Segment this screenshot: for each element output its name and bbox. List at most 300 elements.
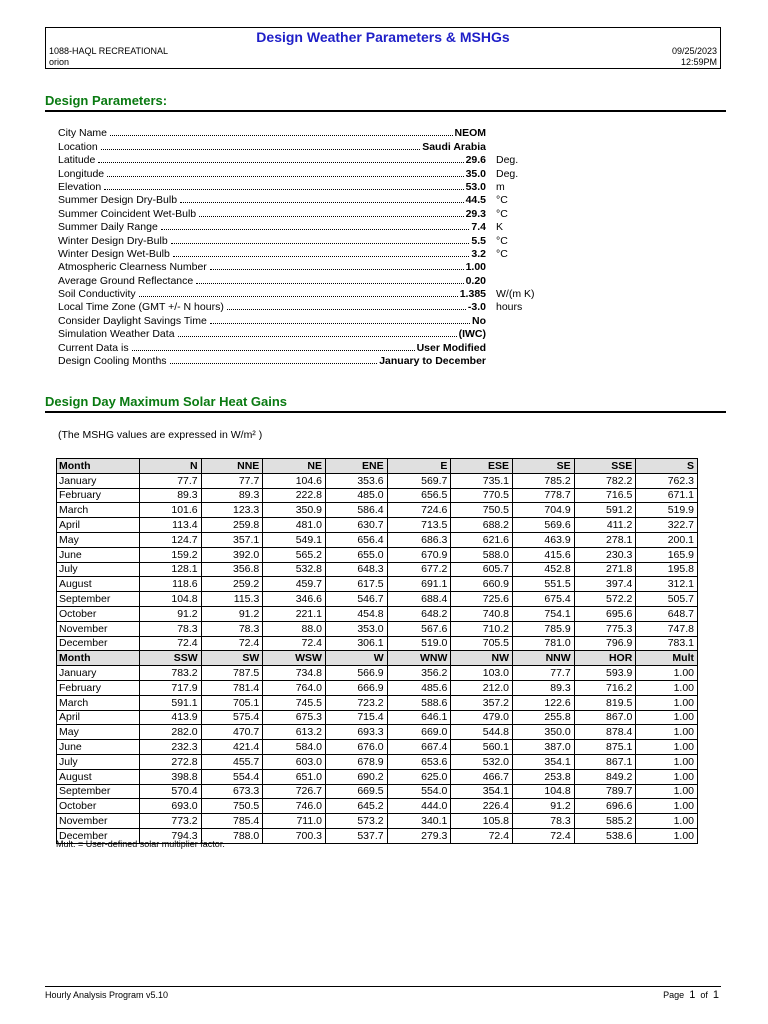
table-row [57,518,698,533]
value-cell: 723.2 [325,695,387,710]
value-cell: 77.7 [201,473,263,488]
dot-leader [196,283,463,284]
value-cell: 764.0 [263,680,326,695]
value-cell: 630.7 [325,518,387,533]
value-cell: 666.9 [325,680,387,695]
value-cell: 656.5 [387,488,451,503]
parameter-label: Atmospheric Clearness Number [58,261,207,274]
value-cell: 645.2 [325,799,387,814]
table-row [57,621,698,636]
value-cell: 551.5 [513,577,575,592]
value-cell: 591.2 [574,503,636,518]
month-cell: April [57,518,140,533]
value-cell: 532.0 [451,754,513,769]
value-cell: 485.6 [387,680,451,695]
value-cell: 72.4 [451,828,513,843]
parameter-label: Summer Coincident Wet-Bulb [58,207,197,220]
parameter-row [58,273,538,286]
value-cell: 1.00 [636,754,698,769]
parameter-unit: K [496,221,504,234]
value-cell: 340.1 [387,814,451,829]
value-cell: 787.5 [201,666,263,681]
value-cell: 700.3 [263,828,326,843]
month-cell: December [57,828,140,843]
value-cell: 353.0 [325,621,387,636]
parameter-row [58,287,538,300]
of-label: of [700,990,708,1000]
value-cell: 754.1 [513,606,575,621]
value-cell: 415.6 [513,547,575,562]
parameter-row [58,193,538,206]
column-header: Month [57,459,140,474]
value-cell: 222.8 [263,488,326,503]
value-cell: 282.0 [140,725,202,740]
parameter-label: Elevation [58,180,102,193]
dot-leader [161,229,470,230]
value-cell: 688.2 [451,518,513,533]
parameter-value: January to December [379,355,486,368]
value-cell: 271.8 [574,562,636,577]
table-row [57,784,698,799]
value-cell: 278.1 [574,532,636,547]
table-row [57,799,698,814]
mshg-table [56,458,698,844]
value-cell: 660.9 [451,577,513,592]
value-cell: 554.4 [201,769,263,784]
parameter-label: Summer Daily Range [58,221,158,234]
column-header: SE [513,459,575,474]
value-cell: 565.2 [263,547,326,562]
table-row [57,592,698,607]
value-cell: 1.00 [636,725,698,740]
value-cell: 519.0 [387,636,451,651]
value-cell: 253.8 [513,769,575,784]
column-header: W [325,651,387,666]
month-cell: September [57,592,140,607]
column-header: ENE [325,459,387,474]
value-cell: 89.3 [140,488,202,503]
table-row [57,725,698,740]
parameter-row [58,233,538,246]
value-cell: 867.1 [574,754,636,769]
value-cell: 444.0 [387,799,451,814]
parameter-row [58,180,538,193]
month-cell: February [57,488,140,503]
value-cell: 783.1 [636,636,698,651]
value-cell: 128.1 [140,562,202,577]
month-cell: July [57,754,140,769]
value-cell: 354.1 [513,754,575,769]
value-cell: 123.3 [201,503,263,518]
month-cell: August [57,769,140,784]
parameter-label: Summer Design Dry-Bulb [58,194,178,207]
table-row [57,473,698,488]
dot-leader [132,350,415,351]
parameter-unit: Deg. [496,167,519,180]
value-cell: 775.3 [574,621,636,636]
value-cell: 717.9 [140,680,202,695]
parameter-value: 44.5 [465,194,486,207]
parameter-value: 1.385 [459,288,486,301]
value-cell: 519.9 [636,503,698,518]
parameter-label: Soil Conductivity [58,288,136,301]
value-cell: 849.2 [574,769,636,784]
value-cell: 452.8 [513,562,575,577]
value-cell: 676.0 [325,740,387,755]
value-cell: 675.3 [263,710,326,725]
value-cell: 77.7 [140,473,202,488]
value-cell: 356.8 [201,562,263,577]
month-cell: September [57,784,140,799]
parameter-unit: Deg. [496,154,519,167]
value-cell: 648.7 [636,606,698,621]
dot-leader [180,202,464,203]
value-cell: 575.4 [201,710,263,725]
value-cell: 1.00 [636,769,698,784]
parameter-value: -3.0 [467,301,486,314]
column-header: SW [201,651,263,666]
column-header: E [387,459,451,474]
dot-leader [199,216,463,217]
value-cell: 875.1 [574,740,636,755]
value-cell: 549.1 [263,532,326,547]
value-cell: 421.4 [201,740,263,755]
value-cell: 569.6 [513,518,575,533]
value-cell: 455.7 [201,754,263,769]
value-cell: 655.0 [325,547,387,562]
value-cell: 387.0 [513,740,575,755]
value-cell: 773.2 [140,814,202,829]
value-cell: 770.5 [451,488,513,503]
value-cell: 1.00 [636,784,698,799]
value-cell: 91.2 [201,606,263,621]
value-cell: 105.8 [451,814,513,829]
value-cell: 867.0 [574,710,636,725]
value-cell: 603.0 [263,754,326,769]
value-cell: 454.8 [325,606,387,621]
parameter-label: Winter Design Wet-Bulb [58,247,170,260]
parameter-row [58,354,538,367]
parameter-unit: °C [496,207,508,220]
value-cell: 588.6 [387,695,451,710]
report-header [45,27,721,69]
parameter-unit: hours [496,301,523,314]
value-cell: 346.6 [263,592,326,607]
value-cell: 560.1 [451,740,513,755]
value-cell: 734.8 [263,666,326,681]
dot-leader [98,162,463,163]
month-cell: October [57,799,140,814]
value-cell: 411.2 [574,518,636,533]
value-cell: 794.3 [140,828,202,843]
value-cell: 745.5 [263,695,326,710]
parameter-value: 1.00 [465,261,486,274]
value-cell: 713.5 [387,518,451,533]
value-cell: 688.4 [387,592,451,607]
value-cell: 667.4 [387,740,451,755]
parameter-unit: °C [496,247,508,260]
parameter-value: NEOM [454,127,486,140]
parameter-unit: °C [496,194,508,207]
value-cell: 678.9 [325,754,387,769]
value-cell: 1.00 [636,666,698,681]
table-row [57,562,698,577]
value-cell: 78.3 [201,621,263,636]
parameter-unit: W/(m K) [496,288,535,301]
month-cell: March [57,503,140,518]
month-cell: November [57,814,140,829]
parameter-row [58,153,538,166]
value-cell: 1.00 [636,740,698,755]
value-cell: 1.00 [636,695,698,710]
table-row [57,488,698,503]
value-cell: 716.2 [574,680,636,695]
table-row [57,532,698,547]
parameter-label: Winter Design Dry-Bulb [58,234,168,247]
value-cell: 272.8 [140,754,202,769]
value-cell: 159.2 [140,547,202,562]
parameter-label: City Name [58,127,108,140]
value-cell: 357.2 [451,695,513,710]
parameter-row [58,166,538,179]
value-cell: 356.2 [387,666,451,681]
column-header: WNW [387,651,451,666]
value-cell: 322.7 [636,518,698,533]
value-cell: 200.1 [636,532,698,547]
month-cell: February [57,680,140,695]
value-cell: 104.8 [140,592,202,607]
value-cell: 735.1 [451,473,513,488]
column-header: NE [263,459,326,474]
value-cell: 255.8 [513,710,575,725]
table-row [57,769,698,784]
solar-heat-gains-heading: Design Day Maximum Solar Heat Gains [45,394,726,413]
parameter-row [58,126,538,139]
parameter-label: Local Time Zone (GMT +/- N hours) [58,301,224,314]
value-cell: 671.1 [636,488,698,503]
table-row [57,636,698,651]
value-cell: 750.5 [201,799,263,814]
value-cell: 690.2 [325,769,387,784]
value-cell: 230.3 [574,547,636,562]
month-cell: December [57,636,140,651]
value-cell: 778.7 [513,488,575,503]
value-cell: 479.0 [451,710,513,725]
value-cell: 353.6 [325,473,387,488]
value-cell: 537.7 [325,828,387,843]
parameter-value: 53.0 [465,180,486,193]
dot-leader [101,149,421,150]
value-cell: 878.4 [574,725,636,740]
parameter-value: (IWC) [458,328,486,341]
project-name: 1088-HAQL RECREATIONAL [49,46,169,56]
dot-leader [173,256,470,257]
value-cell: 617.5 [325,577,387,592]
value-cell: 789.7 [574,784,636,799]
parameter-value: No [472,314,486,327]
value-cell: 585.2 [574,814,636,829]
value-cell: 212.0 [451,680,513,695]
parameter-row [58,206,538,219]
month-cell: June [57,740,140,755]
parameter-label: Latitude [58,154,96,167]
table-header-row [57,459,698,474]
value-cell: 593.9 [574,666,636,681]
parameter-row [58,340,538,353]
month-cell: March [57,695,140,710]
value-cell: 796.9 [574,636,636,651]
parameter-label: Longitude [58,167,105,180]
value-cell: 91.2 [140,606,202,621]
column-header: WSW [263,651,326,666]
table-row [57,754,698,769]
parameter-label: Consider Daylight Savings Time [58,314,207,327]
value-cell: 675.4 [513,592,575,607]
parameter-row [58,139,538,152]
parameter-row [58,260,538,273]
value-cell: 91.2 [513,799,575,814]
column-header: NW [451,651,513,666]
value-cell: 115.3 [201,592,263,607]
value-cell: 781.0 [513,636,575,651]
parameter-label: Current Data is [58,341,129,354]
value-cell: 710.2 [451,621,513,636]
parameter-unit: m [496,180,505,193]
value-cell: 705.1 [201,695,263,710]
table-row [57,547,698,562]
parameter-value: 3.2 [471,247,486,260]
table-row [57,695,698,710]
value-cell: 89.3 [201,488,263,503]
value-cell: 740.8 [451,606,513,621]
value-cell: 750.5 [451,503,513,518]
column-header: Month [57,651,140,666]
value-cell: 1.00 [636,828,698,843]
program-name: Hourly Analysis Program v5.10 [45,990,169,1000]
column-header: ESE [451,459,513,474]
value-cell: 724.6 [387,503,451,518]
value-cell: 306.1 [325,636,387,651]
report-title: Design Weather Parameters & MSHGs [256,29,510,45]
value-cell: 783.2 [140,666,202,681]
value-cell: 572.2 [574,592,636,607]
value-cell: 696.6 [574,799,636,814]
value-cell: 569.7 [387,473,451,488]
value-cell: 392.0 [201,547,263,562]
column-header: NNE [201,459,263,474]
mult-footnote: Mult. = User-defined solar multiplier factor. [56,839,225,849]
page-total: 1 [712,989,719,1001]
value-cell: 544.8 [451,725,513,740]
value-cell: 259.8 [201,518,263,533]
value-cell: 570.4 [140,784,202,799]
value-cell: 554.0 [387,784,451,799]
table-row [57,666,698,681]
month-cell: June [57,547,140,562]
page-label: Page [663,990,685,1000]
design-parameters-heading: Design Parameters: [45,93,726,112]
mshg-units-note: (The MSHG values are expressed in W/m² ) [58,429,263,441]
value-cell: 413.9 [140,710,202,725]
value-cell: 538.6 [574,828,636,843]
value-cell: 788.0 [201,828,263,843]
value-cell: 397.4 [574,577,636,592]
table-header-row [57,651,698,666]
month-cell: November [57,621,140,636]
value-cell: 77.7 [513,666,575,681]
value-cell: 350.0 [513,725,575,740]
parameter-row [58,313,538,326]
value-cell: 350.9 [263,503,326,518]
dot-leader [178,336,457,337]
value-cell: 104.8 [513,784,575,799]
value-cell: 591.1 [140,695,202,710]
value-cell: 546.7 [325,592,387,607]
value-cell: 726.7 [263,784,326,799]
value-cell: 785.9 [513,621,575,636]
value-cell: 466.7 [451,769,513,784]
parameter-value: Saudi Arabia [422,140,486,153]
value-cell: 670.9 [387,547,451,562]
value-cell: 704.9 [513,503,575,518]
value-cell: 78.3 [513,814,575,829]
parameter-label: Simulation Weather Data [58,328,175,341]
value-cell: 651.0 [263,769,326,784]
column-header: S [636,459,698,474]
value-cell: 715.4 [325,710,387,725]
column-header: SSW [140,651,202,666]
parameter-label: Design Cooling Months [58,355,167,368]
user-name: orion [49,57,70,67]
value-cell: 72.4 [201,636,263,651]
column-header: NNW [513,651,575,666]
value-cell: 485.0 [325,488,387,503]
table-row [57,814,698,829]
value-cell: 398.8 [140,769,202,784]
value-cell: 646.1 [387,710,451,725]
parameter-value: 0.20 [465,274,486,287]
value-cell: 1.00 [636,799,698,814]
value-cell: 691.1 [387,577,451,592]
value-cell: 621.6 [451,532,513,547]
value-cell: 232.3 [140,740,202,755]
parameter-value: 29.6 [465,154,486,167]
value-cell: 711.0 [263,814,326,829]
value-cell: 677.2 [387,562,451,577]
value-cell: 716.5 [574,488,636,503]
page-indicator [663,989,719,1001]
value-cell: 72.4 [140,636,202,651]
value-cell: 567.6 [387,621,451,636]
value-cell: 625.0 [387,769,451,784]
value-cell: 505.7 [636,592,698,607]
value-cell: 78.3 [140,621,202,636]
month-cell: October [57,606,140,621]
value-cell: 463.9 [513,532,575,547]
report-time: 12:59PM [680,57,717,67]
value-cell: 101.6 [140,503,202,518]
value-cell: 312.1 [636,577,698,592]
value-cell: 259.2 [201,577,263,592]
value-cell: 705.5 [451,636,513,651]
value-cell: 113.4 [140,518,202,533]
value-cell: 481.0 [263,518,326,533]
value-cell: 762.3 [636,473,698,488]
value-cell: 781.4 [201,680,263,695]
column-header: SSE [574,459,636,474]
value-cell: 89.3 [513,680,575,695]
value-cell: 819.5 [574,695,636,710]
